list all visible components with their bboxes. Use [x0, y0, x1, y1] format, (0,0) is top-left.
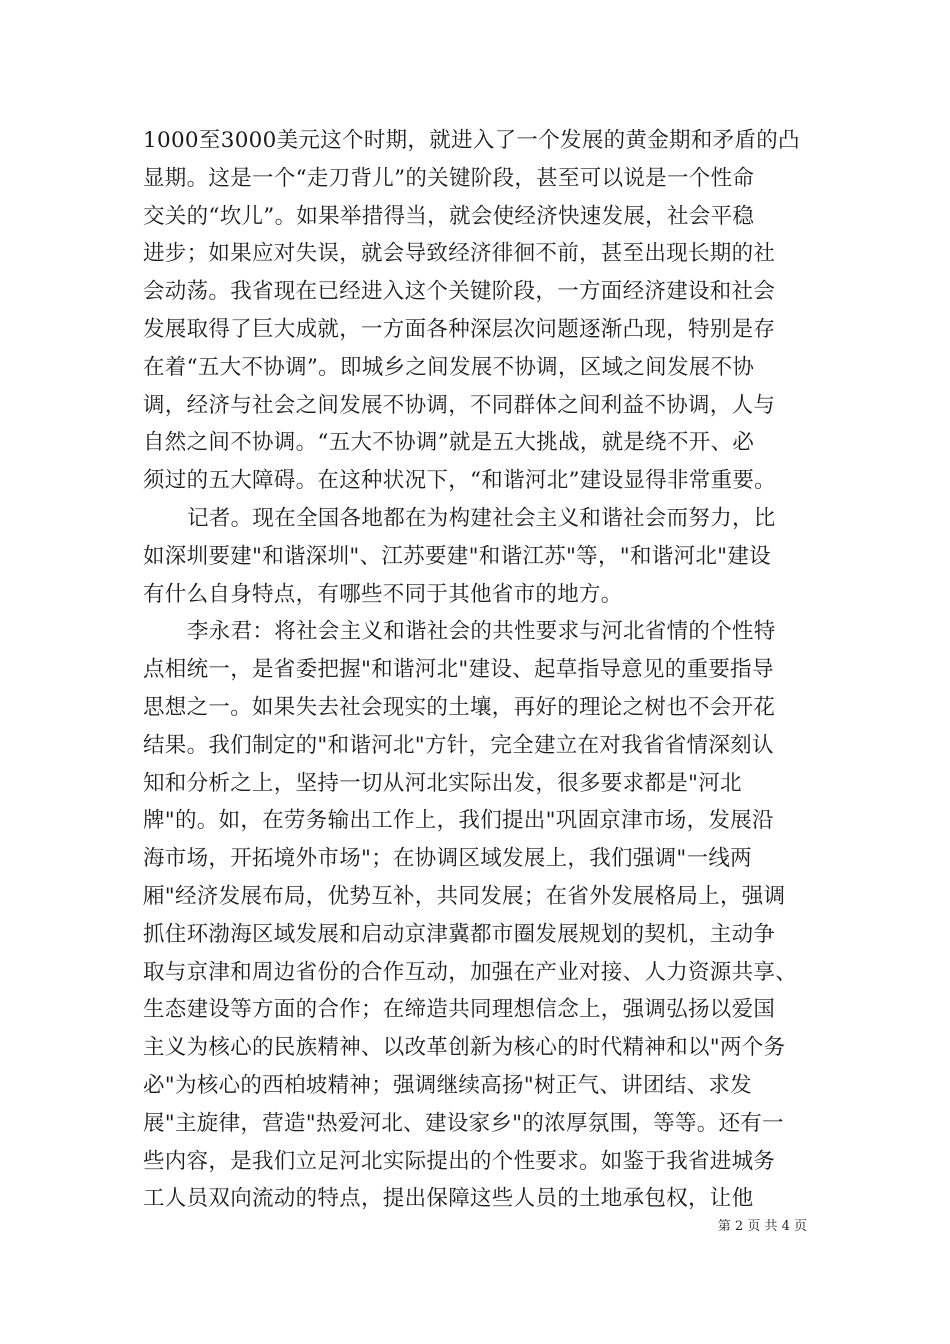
- text-line: 思想之一。如果失去社会现实的土壤，再好的理论之树也不会开花: [143, 694, 776, 720]
- text-line: 发展取得了巨大成就，一方面各种深层次问题逐渐凸现，特别是存: [143, 316, 776, 342]
- text-line: 些内容，是我们立足河北实际提出的个性要求。如鉴于我省进城务: [143, 1148, 776, 1174]
- body-text: [143, 122, 833, 1218]
- text-line: 点相统一，是省委把握"和谐河北"建设、起草指导意见的重要指导: [143, 657, 774, 683]
- page-number: 第 2 页 共 4 页: [717, 1219, 807, 1234]
- text-line: 记者。现在全国各地都在为构建社会主义和谐社会而努力，比: [187, 505, 776, 531]
- text-line: 抓住环渤海区域发展和启动京津冀都市圈发展规划的契机，主动争: [143, 921, 776, 947]
- text-line: 必"为核心的西柏坡精神；强调继续高扬"树正气、讲团结、求发: [143, 1072, 752, 1098]
- text-line: 进步；如果应对失误，就会导致经济徘徊不前，甚至出现长期的社: [143, 241, 776, 267]
- text-line: 如深圳要建"和谐深圳"、江苏要建"和谐江苏"等，"和谐河北"建设: [143, 543, 771, 569]
- text-line: 在着“五大不协调”。即城乡之间发展不协调，区域之间发展不协: [143, 354, 755, 380]
- text-line: 交关的“坎儿”。如果举措得当，就会使经济快速发展，社会平稳: [143, 203, 755, 229]
- text-line: 李永君：将社会主义和谐社会的共性要求与河北省情的个性特: [187, 619, 776, 645]
- text-line: 会动荡。我省现在已经进入这个关键阶段，一方面经济建设和社会: [143, 279, 776, 305]
- text-line: 展"主旋律，营造"热爱河北、建设家乡"的浓厚氛围，等等。还有一: [143, 1110, 784, 1136]
- text-line: 主义为核心的民族精神、以改革创新为核心的时代精神和以"两个务: [143, 1035, 786, 1061]
- text-line: 海市场，开拓境外市场"；在协调区域发展上，我们强调"一线两: [143, 846, 752, 872]
- page-footer: [0, 1215, 950, 1234]
- text-line: 显期。这是一个“走刀背儿”的关键阶段，甚至可以说是一个性命: [143, 165, 755, 191]
- text-line: 有什么自身特点，有哪些不同于其他省市的地方。: [143, 581, 623, 607]
- text-line: 生态建设等方面的合作；在缔造共同理想信念上，强调弘扬以爱国: [143, 997, 776, 1023]
- text-line: 结果。我们制定的"和谐河北"方针，完全建立在对我省省情深刻认: [143, 732, 774, 758]
- text-line: 取与京津和周边省份的合作互动，加强在产业对接、人力资源共享、: [143, 959, 798, 985]
- text-line: 知和分析之上，坚持一切从河北实际出发，很多要求都是"河北: [143, 770, 742, 796]
- text-line: 调，经济与社会之间发展不协调，不同群体之间利益不协调，人与: [143, 392, 776, 418]
- text-line: 须过的五大障碍。在这种状况下，“和谐河北”建设显得非常重要。: [143, 468, 776, 494]
- text-line: 工人员双向流动的特点，提出保障这些人员的土地承包权，让他: [143, 1186, 754, 1212]
- text-line: 1000至3000美元这个时期，就进入了一个发展的黄金期和矛盾的凸: [143, 128, 800, 153]
- text-line: 厢"经济发展布局，优势互补，共同发展；在省外发展格局上，强调: [143, 883, 786, 909]
- text-line: 牌"的。如，在劳务输出工作上，我们提出"巩固京津市场，发展沿: [143, 808, 774, 834]
- text-line: 自然之间不协调。“五大不协调”就是五大挑战，就是绕不开、必: [143, 430, 755, 456]
